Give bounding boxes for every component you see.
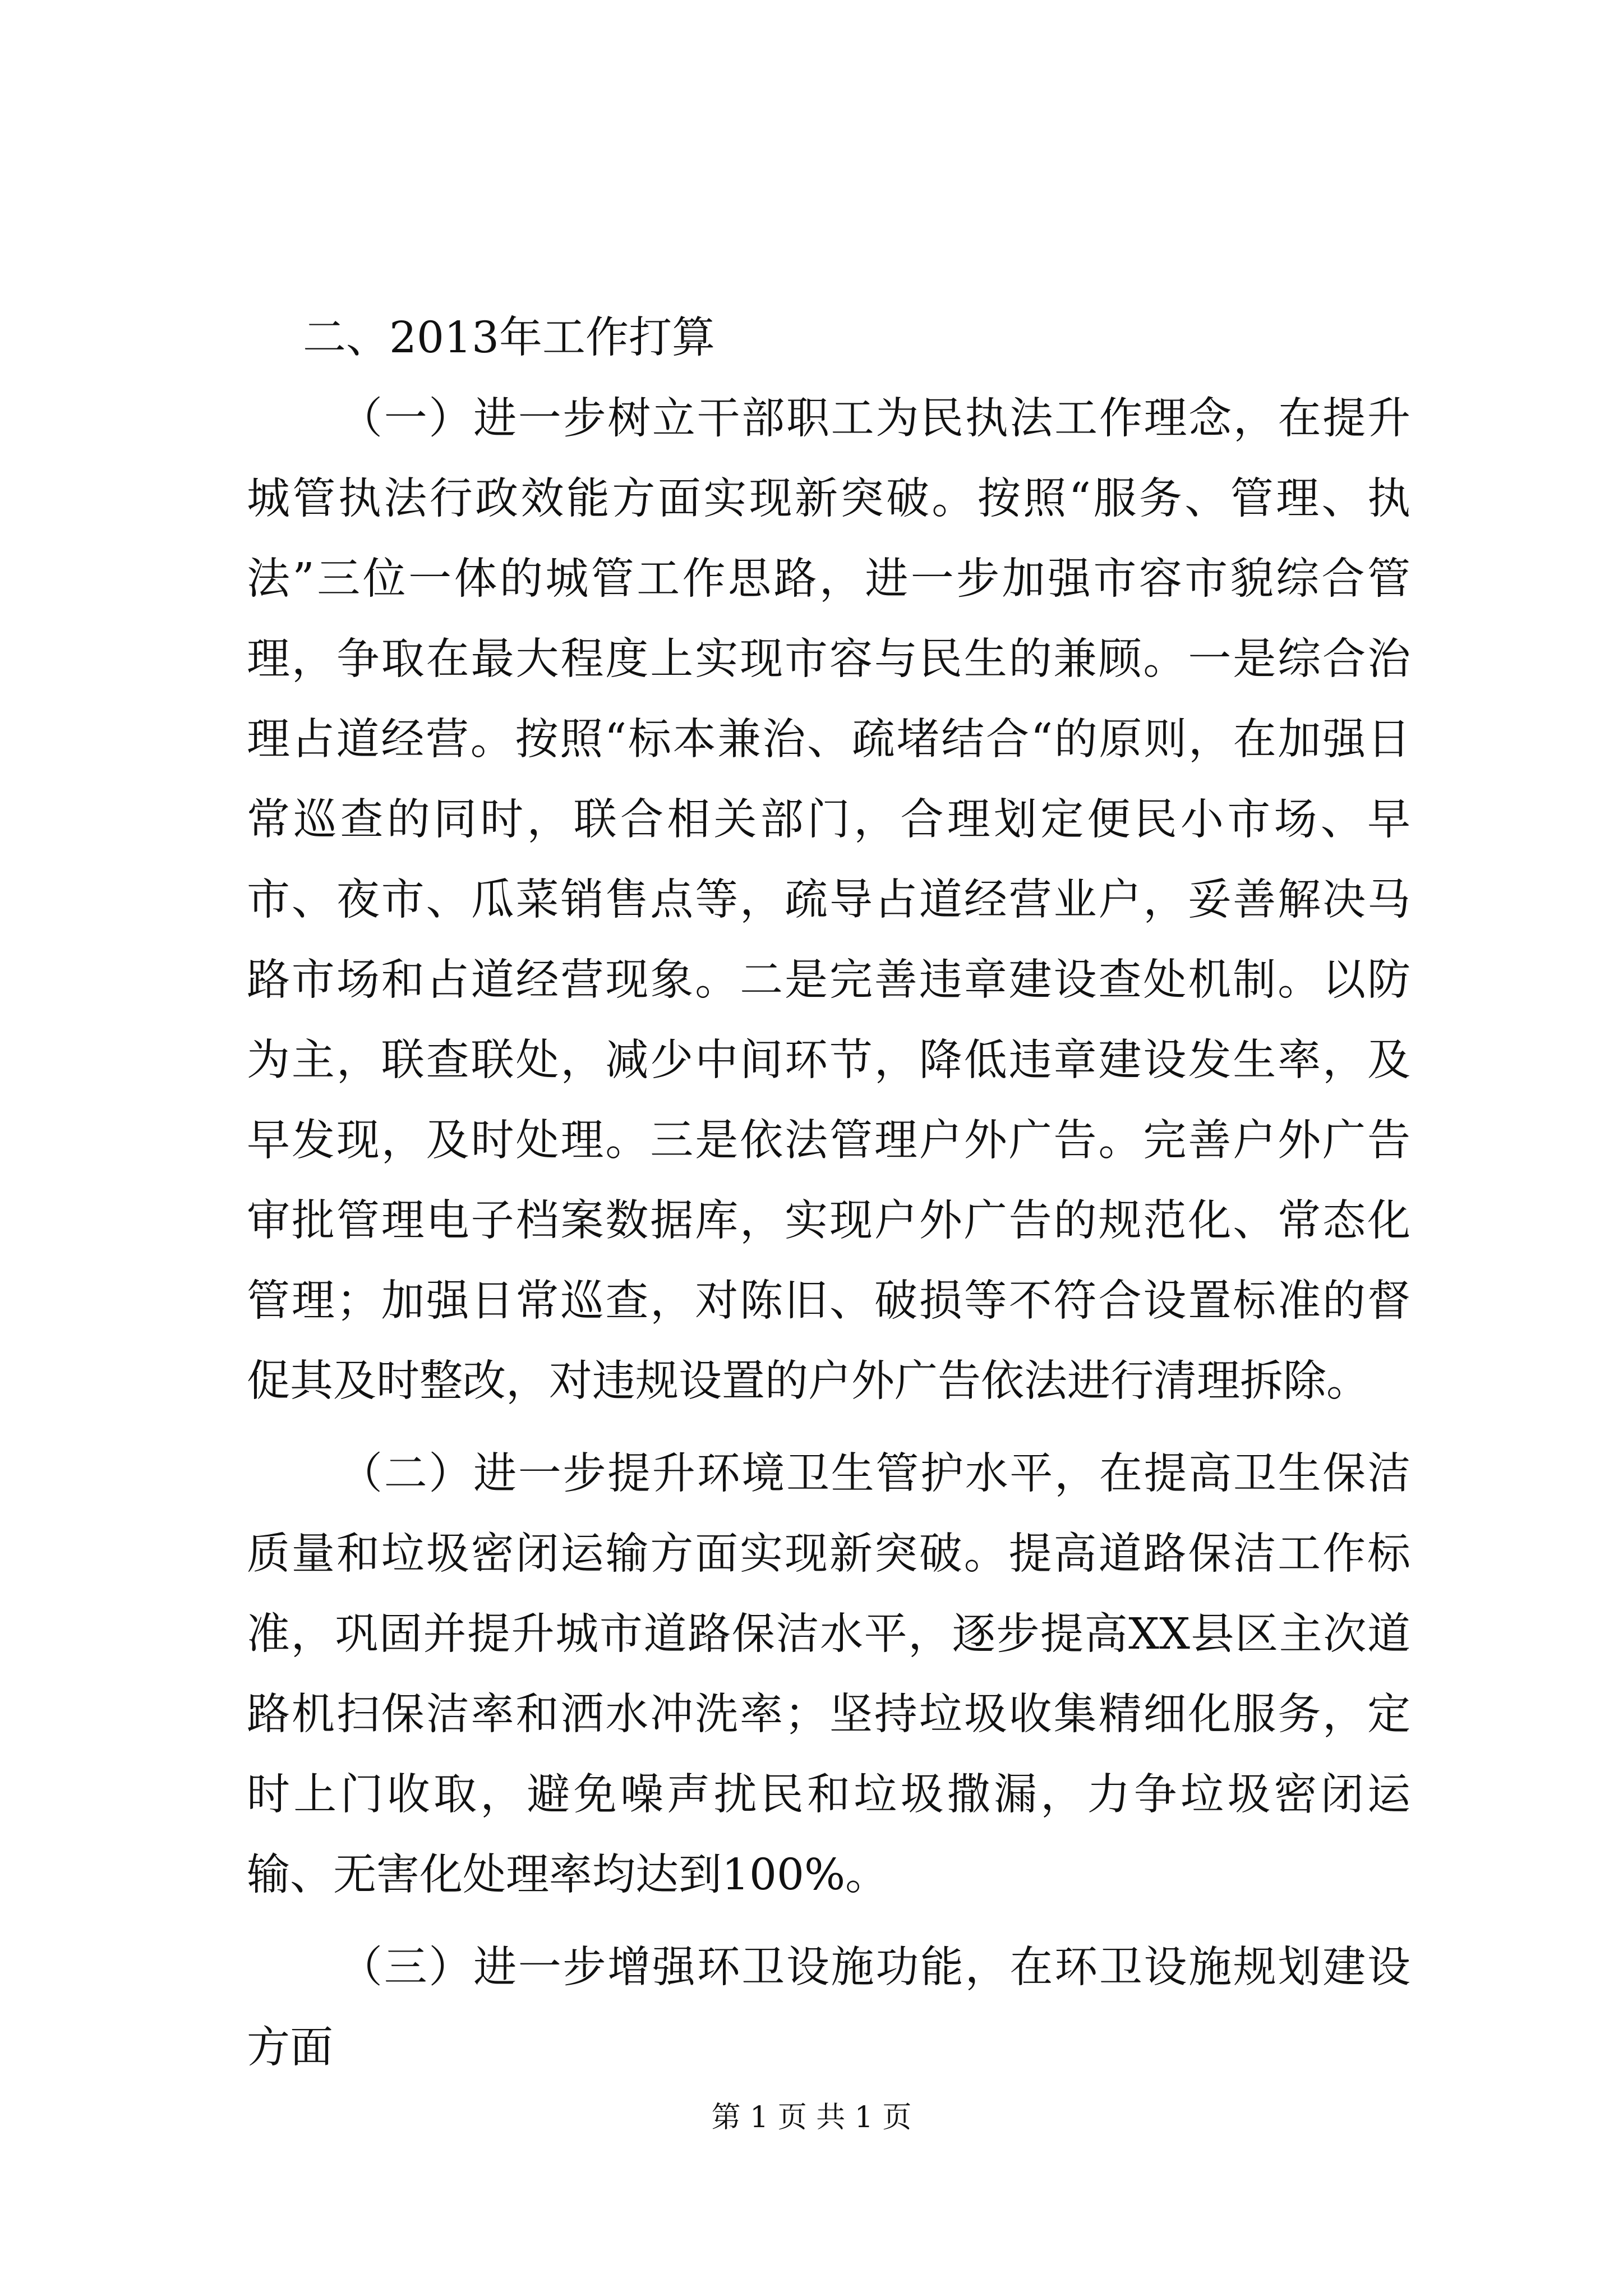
paragraph-3: （三）进一步增强环卫设施功能，在环卫设施规划建设方面: [247, 1943, 1410, 2073]
page-footer: 第 1 页 共 1 页: [711, 2101, 912, 2134]
paragraph-2: （二）进一步提升环境卫生管护水平，在提高卫生保洁质量和垃圾密闭运输方面实现新突破。提高道路保洁工作标准，巩固并提升城市道路保洁水平，逐步提高XX县区主次道路机扫保洁率和洒水冲洗率；坚持垃圾收集精细化服务，定时上门收取，避免噪声扰民和垃圾撒漏，力争垃圾密闭运输、无害化处理率均达到100%。: [247, 1449, 1410, 1900]
section-heading: 二、2013年工作打算: [303, 313, 715, 363]
paragraph-1: （一）进一步树立干部职工为民执法工作理念，在提升城管执法行政效能方面实现新突破。按照“服务、管理、执法”三位一体的城管工作思路，进一步加强市容市貌综合管理，争取在最大程度上实现市容与民生的兼顾。一是综合治理占道经营。按照“标本兼治、疏堵结合“的原则，在加强日常巡查的同时，联合相关部门，合理划定便民小市场、早市、夜市、瓜菜销售点等，疏导占道经营业户，妥善解决马路市场和占道经营现象。二是完善违章建设查处机制。以防为主，联查联处，减少中间环节，降低违章建设发生率，及早发现，及时处理。三是依法管理户外广告。完善户外广告审批管理电子档案数据库，实现户外广告的规范化、常态化管理；加强日常巡查，对陈旧、破损等不符合设置标准的督促其及时整改，对违规设置的户外广告依法进行清理拆除。: [247, 394, 1410, 1406]
document-body: [247, 297, 1410, 2100]
